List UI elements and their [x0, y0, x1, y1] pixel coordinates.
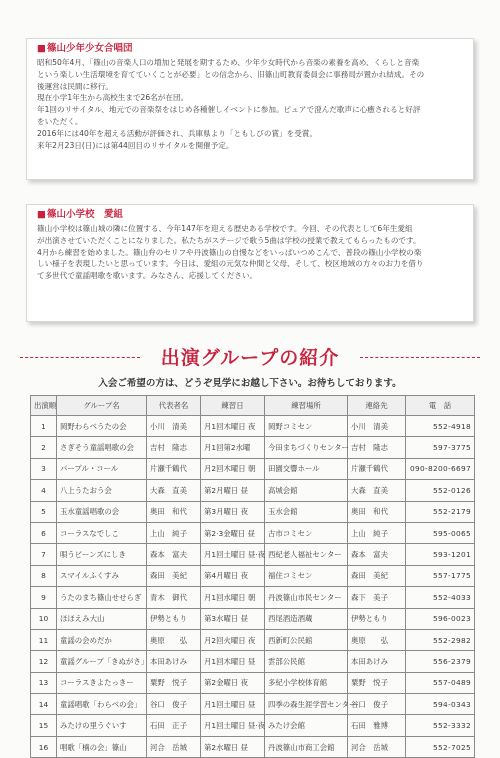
contact-cell: 上山 純子 [348, 522, 406, 543]
practice-place-cell: みたけ会館 [265, 715, 348, 736]
practice-day-cell: 第4月曜日 夜 [201, 565, 265, 586]
phone-cell: 593-1201 [406, 544, 475, 565]
group-name-cell: スマイルふくすみ [57, 565, 147, 586]
group-name-cell: パープル・コール [57, 458, 147, 479]
practice-place-cell: 西新町公民館 [265, 629, 348, 650]
section-title-text: 篠山小学校 愛組 [46, 209, 123, 220]
header-cell: 電 話 [406, 396, 475, 416]
group-name-cell: 唄うビーンズにしき [57, 544, 147, 565]
body-line: 篠山小学校は篠山城の隣に位置する、今年147年を迎える歴史ある学校です。今回、その代表として6年生愛組 [37, 224, 413, 233]
order-cell: 16 [31, 736, 57, 757]
group-name-cell: うたのまち篠山せせらぎ [57, 587, 147, 608]
order-cell: 8 [31, 565, 57, 586]
body-line: が出演させていただくことになりました。私たちがステージで歌う5曲は学校の授業で教えてもらったものです。 [37, 235, 421, 245]
groups-table [30, 395, 475, 758]
representative-cell: 谷口 俊子 [147, 694, 201, 715]
order-cell: 13 [31, 672, 57, 693]
order-cell: 1 [31, 416, 57, 437]
phone-cell: 552-4033 [406, 587, 475, 608]
phone-cell: 552-2179 [406, 501, 475, 522]
contact-cell: 粟野 悦子 [348, 672, 406, 693]
header-cell: 練習日 [201, 396, 265, 416]
order-cell: 15 [31, 715, 57, 736]
group-name-cell: 童謡唱歌「わらべの会」 [57, 694, 147, 715]
group-name-cell: コーラスきよたっきー [57, 672, 147, 693]
contact-cell: 本田あけみ [348, 651, 406, 672]
order-cell: 11 [31, 629, 57, 650]
practice-place-cell: 岡野コミセン [265, 416, 348, 437]
practice-day-cell: 月1回木曜日 昼 [201, 651, 265, 672]
group-name-cell: 玉水童謡唱歌の会 [57, 501, 147, 522]
order-cell: 10 [31, 608, 57, 629]
practice-place-cell: 西尾酒造酒蔵 [265, 608, 348, 629]
phone-cell: 552-2982 [406, 629, 475, 650]
practice-place-cell: 丹波篠山市民センター [265, 587, 348, 608]
table-row [31, 416, 475, 437]
table-row [31, 672, 475, 693]
practice-day-cell: 第2水曜日 昼 [201, 736, 265, 757]
contact-cell: 奥原 弘 [348, 629, 406, 650]
contact-cell: 森本 富夫 [348, 544, 406, 565]
contact-cell: 片瀬千鶴代 [348, 458, 406, 479]
section-title-text: 篠山少年少女合唱団 [46, 43, 133, 54]
representative-cell: 大森 直美 [147, 480, 201, 501]
phone-cell: 594-0343 [406, 694, 475, 715]
groups-banner [20, 342, 480, 372]
phone-cell: 557-0489 [406, 672, 475, 693]
phone-cell: 552-0126 [406, 480, 475, 501]
table-row [31, 651, 475, 672]
representative-cell: 森田 美紀 [147, 565, 201, 586]
practice-day-cell: 月1回第2水曜 [201, 437, 265, 458]
phone-cell: 552-7025 [406, 736, 475, 757]
practice-day-cell: 月1回土曜日 昼 [201, 694, 265, 715]
square-bullet-icon: ■ [37, 209, 46, 220]
group-name-cell: 岡野わらべうたの会 [57, 416, 147, 437]
practice-day-cell: 月1回水曜日 朝 [201, 587, 265, 608]
contact-cell: 小川 清美 [348, 416, 406, 437]
order-cell: 7 [31, 544, 57, 565]
representative-cell: 小川 清美 [147, 416, 201, 437]
phone-cell: 552-3332 [406, 715, 475, 736]
order-cell: 12 [31, 651, 57, 672]
practice-day-cell: 月2回火曜日 夜 [201, 629, 265, 650]
body-line: 2016年には40年を超える活動が評価され、兵庫県より「ともしびの賞」を受賞。 [37, 128, 318, 138]
body-line: 後運営は民間に移行。 [37, 81, 113, 91]
representative-cell: 河合 岳城 [147, 736, 201, 757]
contact-cell: 大森 直美 [348, 480, 406, 501]
table-row [31, 715, 475, 736]
phone-cell: 556-2379 [406, 651, 475, 672]
table-header-row [31, 396, 475, 416]
section-title [37, 209, 465, 221]
practice-place-cell: 多紀小学校体育館 [265, 672, 348, 693]
phone-cell: 552-4918 [406, 416, 475, 437]
practice-day-cell: 第3月曜日 夜 [201, 501, 265, 522]
body-line: て多世代で童謡唱歌を歌います。みなさん、応援してください。 [37, 271, 258, 281]
table-row [31, 544, 475, 565]
practice-day-cell: 第2·3金曜日 昼 [201, 522, 265, 543]
body-line: しい様子を表現したいと思っています。今日は、愛組の元気な仲間と父母、そして、校区地域の方々のお力を借り [37, 259, 424, 269]
section-title [37, 43, 465, 55]
section-body [37, 223, 465, 282]
table-row [31, 608, 475, 629]
table-row [31, 458, 475, 479]
practice-place-cell: 福住コミセン [265, 565, 348, 586]
practice-day-cell: 月1回土曜日 昼·夜 [201, 544, 265, 565]
practice-place-cell: 田園交響ホール [265, 458, 348, 479]
representative-cell: 伊勢ともり [147, 608, 201, 629]
banner-subtitle: 入会ご希望の方は、どうぞ見学にお越し下さい。お待ちしております。 [98, 378, 402, 389]
contact-cell: 石田 雅博 [348, 715, 406, 736]
order-cell: 4 [31, 480, 57, 501]
table-row [31, 501, 475, 522]
table-row [31, 694, 475, 715]
representative-cell: 森本 富夫 [147, 544, 201, 565]
practice-place-cell: 丹波篠山市商工会館 [265, 736, 348, 757]
order-cell: 2 [31, 437, 57, 458]
order-cell: 6 [31, 522, 57, 543]
representative-cell: 本田あけみ [147, 651, 201, 672]
practice-day-cell: 月1回土曜日 昼·夜 [201, 715, 265, 736]
section-body [37, 57, 465, 151]
representative-cell: 奥原 弘 [147, 629, 201, 650]
contact-cell: 河合 岳城 [348, 736, 406, 757]
practice-day-cell: 月1回木曜日 夜 [201, 416, 265, 437]
group-name-cell: 八上うたおう会 [57, 480, 147, 501]
practice-place-cell: 雲部公民館 [265, 651, 348, 672]
representative-cell: 片瀬千鶴代 [147, 458, 201, 479]
body-line: 年1回のリサイタル、地元での音楽祭をはじめ各種催しイベントに参加。ピュアで澄んだ歌声に心癒されると好評 [37, 105, 421, 115]
order-cell: 5 [31, 501, 57, 522]
order-cell: 9 [31, 587, 57, 608]
practice-day-cell: 第3水曜日 昼 [201, 608, 265, 629]
phone-cell: 596-0023 [406, 608, 475, 629]
contact-cell: 吉村 隆志 [348, 437, 406, 458]
table-row [31, 736, 475, 757]
header-cell: 出演順 [31, 396, 57, 416]
table-row [31, 629, 475, 650]
order-cell: 14 [31, 694, 57, 715]
practice-place-cell: 四季の森生涯学習センター [265, 694, 348, 715]
practice-place-cell: 今田まちづくりセンター [265, 437, 348, 458]
banner-title: 出演グループの紹介 [160, 347, 340, 369]
practice-place-cell: 西紀老人福祉センター [265, 544, 348, 565]
phone-cell: 595-0065 [406, 522, 475, 543]
body-line: 来年2月23日(日)には第44回目のリサイタルを開催予定。 [37, 140, 234, 150]
group-name-cell: ほほえみ大山 [57, 608, 147, 629]
practice-day-cell: 第2月曜日 昼 [201, 480, 265, 501]
table-row [31, 437, 475, 458]
representative-cell: 粟野 悦子 [147, 672, 201, 693]
table-row [31, 522, 475, 543]
group-name-cell: みたけの里うぐいす [57, 715, 147, 736]
body-line: 4月から練習を始めました。篠山弁のセリフや丹波篠山の自慢などをいっぱいつめこんで、普段の篠山小学校の楽 [37, 247, 422, 257]
practice-day-cell: 第2金曜日 夜 [201, 672, 265, 693]
practice-place-cell: 玉水会館 [265, 501, 348, 522]
header-cell: グループ名 [57, 396, 147, 416]
group-name-cell: 童謡の会めだか [57, 629, 147, 650]
contact-cell: 伊勢ともり [348, 608, 406, 629]
representative-cell: 青木 御代 [147, 587, 201, 608]
group-name-cell: さぎそう童謡唱歌の会 [57, 437, 147, 458]
choir-intro-panel [26, 38, 474, 180]
contact-cell: 谷口 俊子 [348, 694, 406, 715]
phone-cell: 090-8200-6697 [406, 458, 475, 479]
contact-cell: 奥田 和代 [348, 501, 406, 522]
group-name-cell: 唱歌「楠の会」篠山 [57, 736, 147, 757]
representative-cell: 石田 正子 [147, 715, 201, 736]
practice-place-cell: 高城会館 [265, 480, 348, 501]
representative-cell: 上山 純子 [147, 522, 201, 543]
header-cell: 連絡先 [348, 396, 406, 416]
body-line: 昭和50年4月、「篠山の音楽人口の増加と発展を期するため、少年少女時代から音楽の素養を高め、くらしと音楽 [37, 58, 420, 67]
practice-day-cell: 月2回木曜日 朝 [201, 458, 265, 479]
body-line: をいただく。 [37, 116, 83, 126]
order-cell: 3 [31, 458, 57, 479]
body-line: という楽しい生活環境を育てていくことが必要」との信念から、旧篠山町教育委員会に事務局が置かれ結成。その [37, 69, 425, 79]
body-line: 現在小学1年生から高校生まで26名が在団。 [37, 93, 189, 103]
table-row [31, 587, 475, 608]
group-name-cell: 童謡グループ「きぬがさ」 [57, 651, 147, 672]
phone-cell: 557-1775 [406, 565, 475, 586]
school-intro-panel [26, 204, 474, 322]
contact-cell: 森田 美紀 [348, 565, 406, 586]
square-bullet-icon: ■ [37, 43, 46, 54]
group-name-cell: コーラスなでしこ [57, 522, 147, 543]
header-cell: 代表者名 [147, 396, 201, 416]
table-row [31, 565, 475, 586]
representative-cell: 吉村 隆志 [147, 437, 201, 458]
practice-place-cell: 古市コミセン [265, 522, 348, 543]
table-row [31, 480, 475, 501]
contact-cell: 森下 美子 [348, 587, 406, 608]
header-cell: 練習場所 [265, 396, 348, 416]
representative-cell: 奥田 和代 [147, 501, 201, 522]
phone-cell: 597-3775 [406, 437, 475, 458]
